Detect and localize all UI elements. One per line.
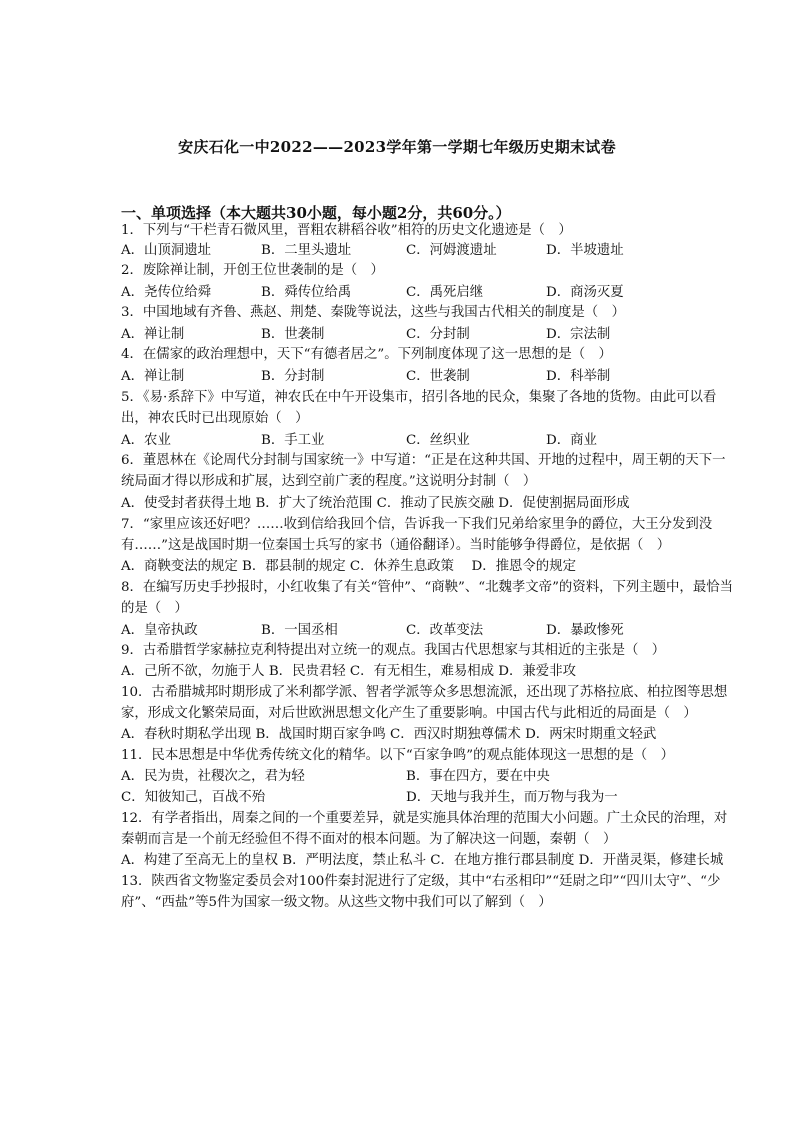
option-a: A．山顶洞遗址	[121, 243, 212, 258]
option-b: B．世袭制	[261, 327, 325, 342]
question-7-stem-line-1: 7．“家里应该还好吧？……收到信给我回个信，告诉我一下我们兄弟给家里争的爵位，大王分发到没	[121, 517, 713, 532]
question-8-stem-line-1: 8．在编写历史手抄报时，小红收集了有关“管仲”、“商鞅”、“北魏孝文帝”的资料，下列主题中，最恰当	[121, 580, 733, 595]
option-c: C．分封制	[406, 327, 470, 342]
option-d: D．暴政惨死	[546, 623, 624, 638]
question-1-stem: 1．下列与“干栏青石微风里，晋粗农耕稻谷收”相符的历史文化遗迹是（ ）	[121, 223, 572, 238]
question-10-stem-line-2: 家，形成文化繁荣局面，对后世欧洲思想文化产生了重要影响。中国古代与此相近的局面是（ ）	[121, 706, 697, 721]
question-10-options: A．春秋时期私学出现 B．战国时期百家争鸣 C．西汉时期独尊儒术 D．两宋时期重文轻武	[121, 727, 657, 742]
option-b: B．分封制	[261, 369, 325, 384]
question-2-stem: 2．废除禅让制，开创王位世袭制的是（ ）	[121, 263, 384, 278]
option-d: D．半坡遗址	[546, 243, 624, 258]
option-a: A．禅让制	[121, 327, 185, 342]
option-b: B．一国丞相	[261, 623, 338, 638]
option-c: C．河姆渡遗址	[406, 243, 497, 258]
option-a: A．民为贵，社稷次之，君为轻	[121, 769, 305, 784]
option-d: D．天地与我并生，而万物与我为一	[406, 790, 618, 805]
question-12-options: A．构建了至高无上的皇权 B．严明法度，禁止私斗 C．在地方推行郡县制度 D．开凿灵渠，修建长城	[121, 853, 724, 868]
option-c: C．改革变法	[406, 623, 484, 638]
option-b: B．手工业	[261, 433, 325, 448]
question-6-stem-line-1: 6．董恩林在《论周代分封制与国家统一》中写道：“正是在这种共国、开地的过程中，周王朝的天下一	[121, 453, 726, 468]
question-3-stem: 3．中国地域有齐鲁、燕赵、荆楚、秦陇等说法，这些与我国古代相关的制度是（ ）	[121, 305, 625, 320]
exam-title: 安庆石化一中2022——2023学年第一学期七年级历史期末试卷	[178, 138, 616, 156]
option-c: C．知彼知己，百战不殆	[121, 790, 266, 805]
option-d: D．商汤灭夏	[546, 285, 624, 300]
question-11-stem: 11．民本思想是中华优秀传统文化的精华。以下“百家争鸣”的观点能体现这一思想的是（ ）	[121, 748, 674, 763]
question-9-stem: 9．古希腊哲学家赫拉克利特提出对立统一的观点。我国古代思想家与其相近的主张是（ ）	[121, 643, 666, 658]
option-b: B．事在四方，要在中央	[406, 769, 550, 784]
question-12-stem-line-1: 12．有学者指出，周秦之间的一个重要差异，就是实施具体治理的范围大小问题。广土众民的治理，对	[121, 811, 728, 826]
question-12-stem-line-2: 秦朝而言是一个前无经验但不得不面对的根本问题。为了解决这一问题，秦朝（ ）	[121, 832, 617, 847]
question-6-options: A．使受封者获得土地 B．扩大了统治范围 C．推动了民族交融 D．促使割据局面形成	[121, 496, 630, 511]
question-5-stem-line-2: 出，神农氏时已出现原始（ ）	[121, 411, 309, 426]
question-10-stem-line-1: 10．古希腊城邦时期形成了米利都学派、智者学派等众多思想流派，还出现了苏格拉底、柏拉图等思想	[121, 685, 728, 700]
question-4-stem: 4．在儒家的政治理想中，天下“有德者居之”。下列制度体现了这一思想的是（ ）	[121, 347, 612, 362]
option-c: C．丝织业	[406, 433, 470, 448]
option-d: D．商业	[546, 433, 597, 448]
question-13-stem-line-1: 13．陕西省文物鉴定委员会对100件秦封泥进行了定级，其中“右丞相印”“廷尉之印”“四川太守”、“少	[121, 874, 721, 889]
question-9-options: A．己所不欲，勿施于人 B．民贵君轻 C．有无相生，难易相成 D．兼爱非攻	[121, 664, 576, 679]
option-b: B．二里头遗址	[261, 243, 352, 258]
option-a: A．禅让制	[121, 369, 185, 384]
question-13-stem-line-2: 府”、“西盐”等5件为国家一级文物。从这些文物中我们可以了解到（ ）	[121, 895, 552, 910]
question-5-stem-line-1: 5．《易·系辞下》中写道，神农氏在中午开设集市，招引各地的民众，集聚了各地的货物。由此可以看	[121, 390, 717, 405]
option-d: D．科举制	[546, 369, 611, 384]
option-c: C．世袭制	[406, 369, 470, 384]
option-a: A．农业	[121, 433, 171, 448]
question-7-stem-line-2: 有……”这是战国时期一位秦国士兵写的家书（通俗翻译）。当时能够争得爵位，是依据（ ）	[121, 538, 671, 553]
option-c: C．禹死启继	[406, 285, 484, 300]
option-d: D．宗法制	[546, 327, 611, 342]
section-heading: 一、单项选择（本大题共30小题，每小题2分，共60分。）	[121, 204, 511, 222]
option-b: B．舜传位给禹	[261, 285, 352, 300]
question-7-options: A．商鞅变法的规定 B．郡县制的规定 C．休养生息政策 D．推恩令的规定	[121, 559, 576, 574]
option-a: A．皇帝执政	[121, 623, 198, 638]
question-6-stem-line-2: 统局面才得以形成和扩展，达到空前广袤的程度。”这说明分封制（ ）	[121, 474, 537, 489]
question-8-stem-line-2: 的是（ ）	[121, 601, 188, 616]
option-a: A．尧传位给舜	[121, 285, 212, 300]
